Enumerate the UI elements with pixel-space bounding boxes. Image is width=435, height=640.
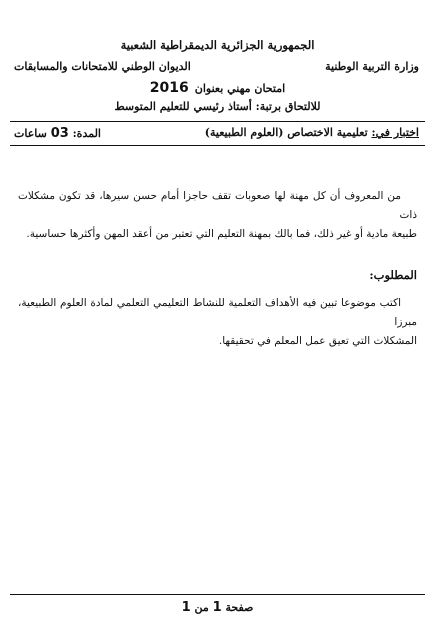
promotion-title: للالتحاق برتبة: أستاذ رئيسي للتعليم المتوسط: [114, 100, 321, 113]
intro-paragraph: [18, 187, 417, 244]
duration-label: المدة:: [72, 127, 101, 140]
page-word: صفحة: [225, 601, 254, 614]
duration-unit: ساعات: [14, 127, 47, 140]
intro-line-2: طبيعة مادية أو غير ذلك، فما بالك بمهنة التعليم التي تعتبر من أعقد المهن وأكثرها حساسية.: [26, 228, 417, 240]
exam-year: 2016: [149, 80, 189, 96]
task-paragraph: [18, 294, 417, 351]
exam-label: امتحان مهني بعنوان: [194, 82, 286, 95]
page-of: من: [194, 601, 209, 614]
page-number: [0, 600, 435, 615]
subject-value: تعليمية الاختصاص (العلوم الطبيعية): [204, 126, 368, 139]
ministry-name: وزارة التربية الوطنية: [325, 60, 419, 73]
subject-divider: [10, 145, 425, 146]
exam-title: [0, 80, 435, 96]
duration-value: 03: [50, 126, 69, 141]
top-divider: [10, 121, 425, 122]
task-line-2: المشكلات التي تعيق عمل المعلم في تحقيقها.: [218, 335, 417, 347]
page-current: 1: [212, 600, 222, 615]
footer-divider: [10, 594, 425, 595]
subject-line: [205, 126, 419, 139]
task-line-1: اكتب موضوعا تبين فيه الأهداف التعلمية للنشاط التعليمي التعلمي لمادة العلوم الطبيعية، مبرزا: [18, 297, 417, 328]
page-total: 1: [181, 600, 191, 615]
subject-label: اختبار في:: [371, 126, 419, 139]
intro-line-1: من المعروف أن كل مهنة لها صعوبات تقف حاجزا أمام حسن سيرها، قد تكون مشكلات ذات: [18, 190, 417, 221]
duration-line: [14, 126, 101, 141]
required-heading: المطلوب:: [369, 268, 417, 282]
exam-office-name: الديوان الوطني للامتحانات والمسابقات: [14, 60, 191, 73]
republic-heading: الجمهورية الجزائرية الديمقراطية الشعبية: [120, 38, 315, 52]
